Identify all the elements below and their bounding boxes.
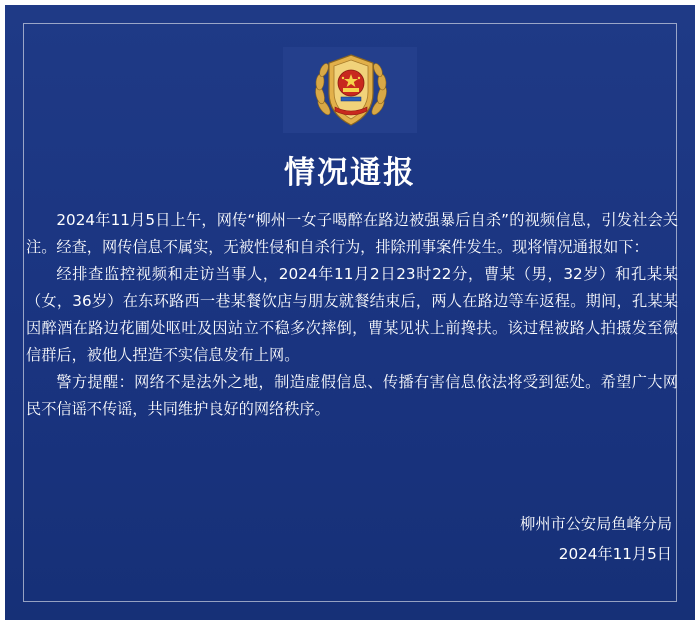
- issue-date: 2024年11月5日: [558, 545, 672, 563]
- notice-card: [5, 5, 695, 620]
- signature-block: [372, 509, 672, 569]
- issuer-name: 柳州市公安局鱼峰分局: [520, 515, 672, 533]
- paragraph-details: 经排查监控视频和走访当事人，2024年11月2日23时22分，曹某（男，32岁）和孔某某（女，36岁）在东环路西一巷某餐饮店与朋友就餐结束后，两人在路边等车返程。期间，孔某某因醉酒在路边花圃处呕吐及因站立不稳多次摔倒，曹某见状上前搀扶。该过程被路人拍摄发至微信群后，被他人捏造不实信息发布上网。: [26, 265, 678, 364]
- police-emblem-icon: [311, 49, 391, 131]
- notice-title: 情况通报: [284, 155, 416, 191]
- emblem-panel: [283, 47, 417, 133]
- paragraph-warning: 警方提醒：网络不是法外之地，制造虚假信息、传播有害信息依法将受到惩处。希望广大网民不信谣不传谣，共同维护良好的网络秩序。: [26, 373, 678, 418]
- notice-body: [26, 207, 678, 423]
- paragraph-intro: 2024年11月5日上午，网传“柳州一女子喝醉在路边被强暴后自杀”的视频信息，引发社会关注。经查，网传信息不属实，无被性侵和自杀行为，排除刑事案件发生。现将情况通报如下：: [26, 211, 678, 256]
